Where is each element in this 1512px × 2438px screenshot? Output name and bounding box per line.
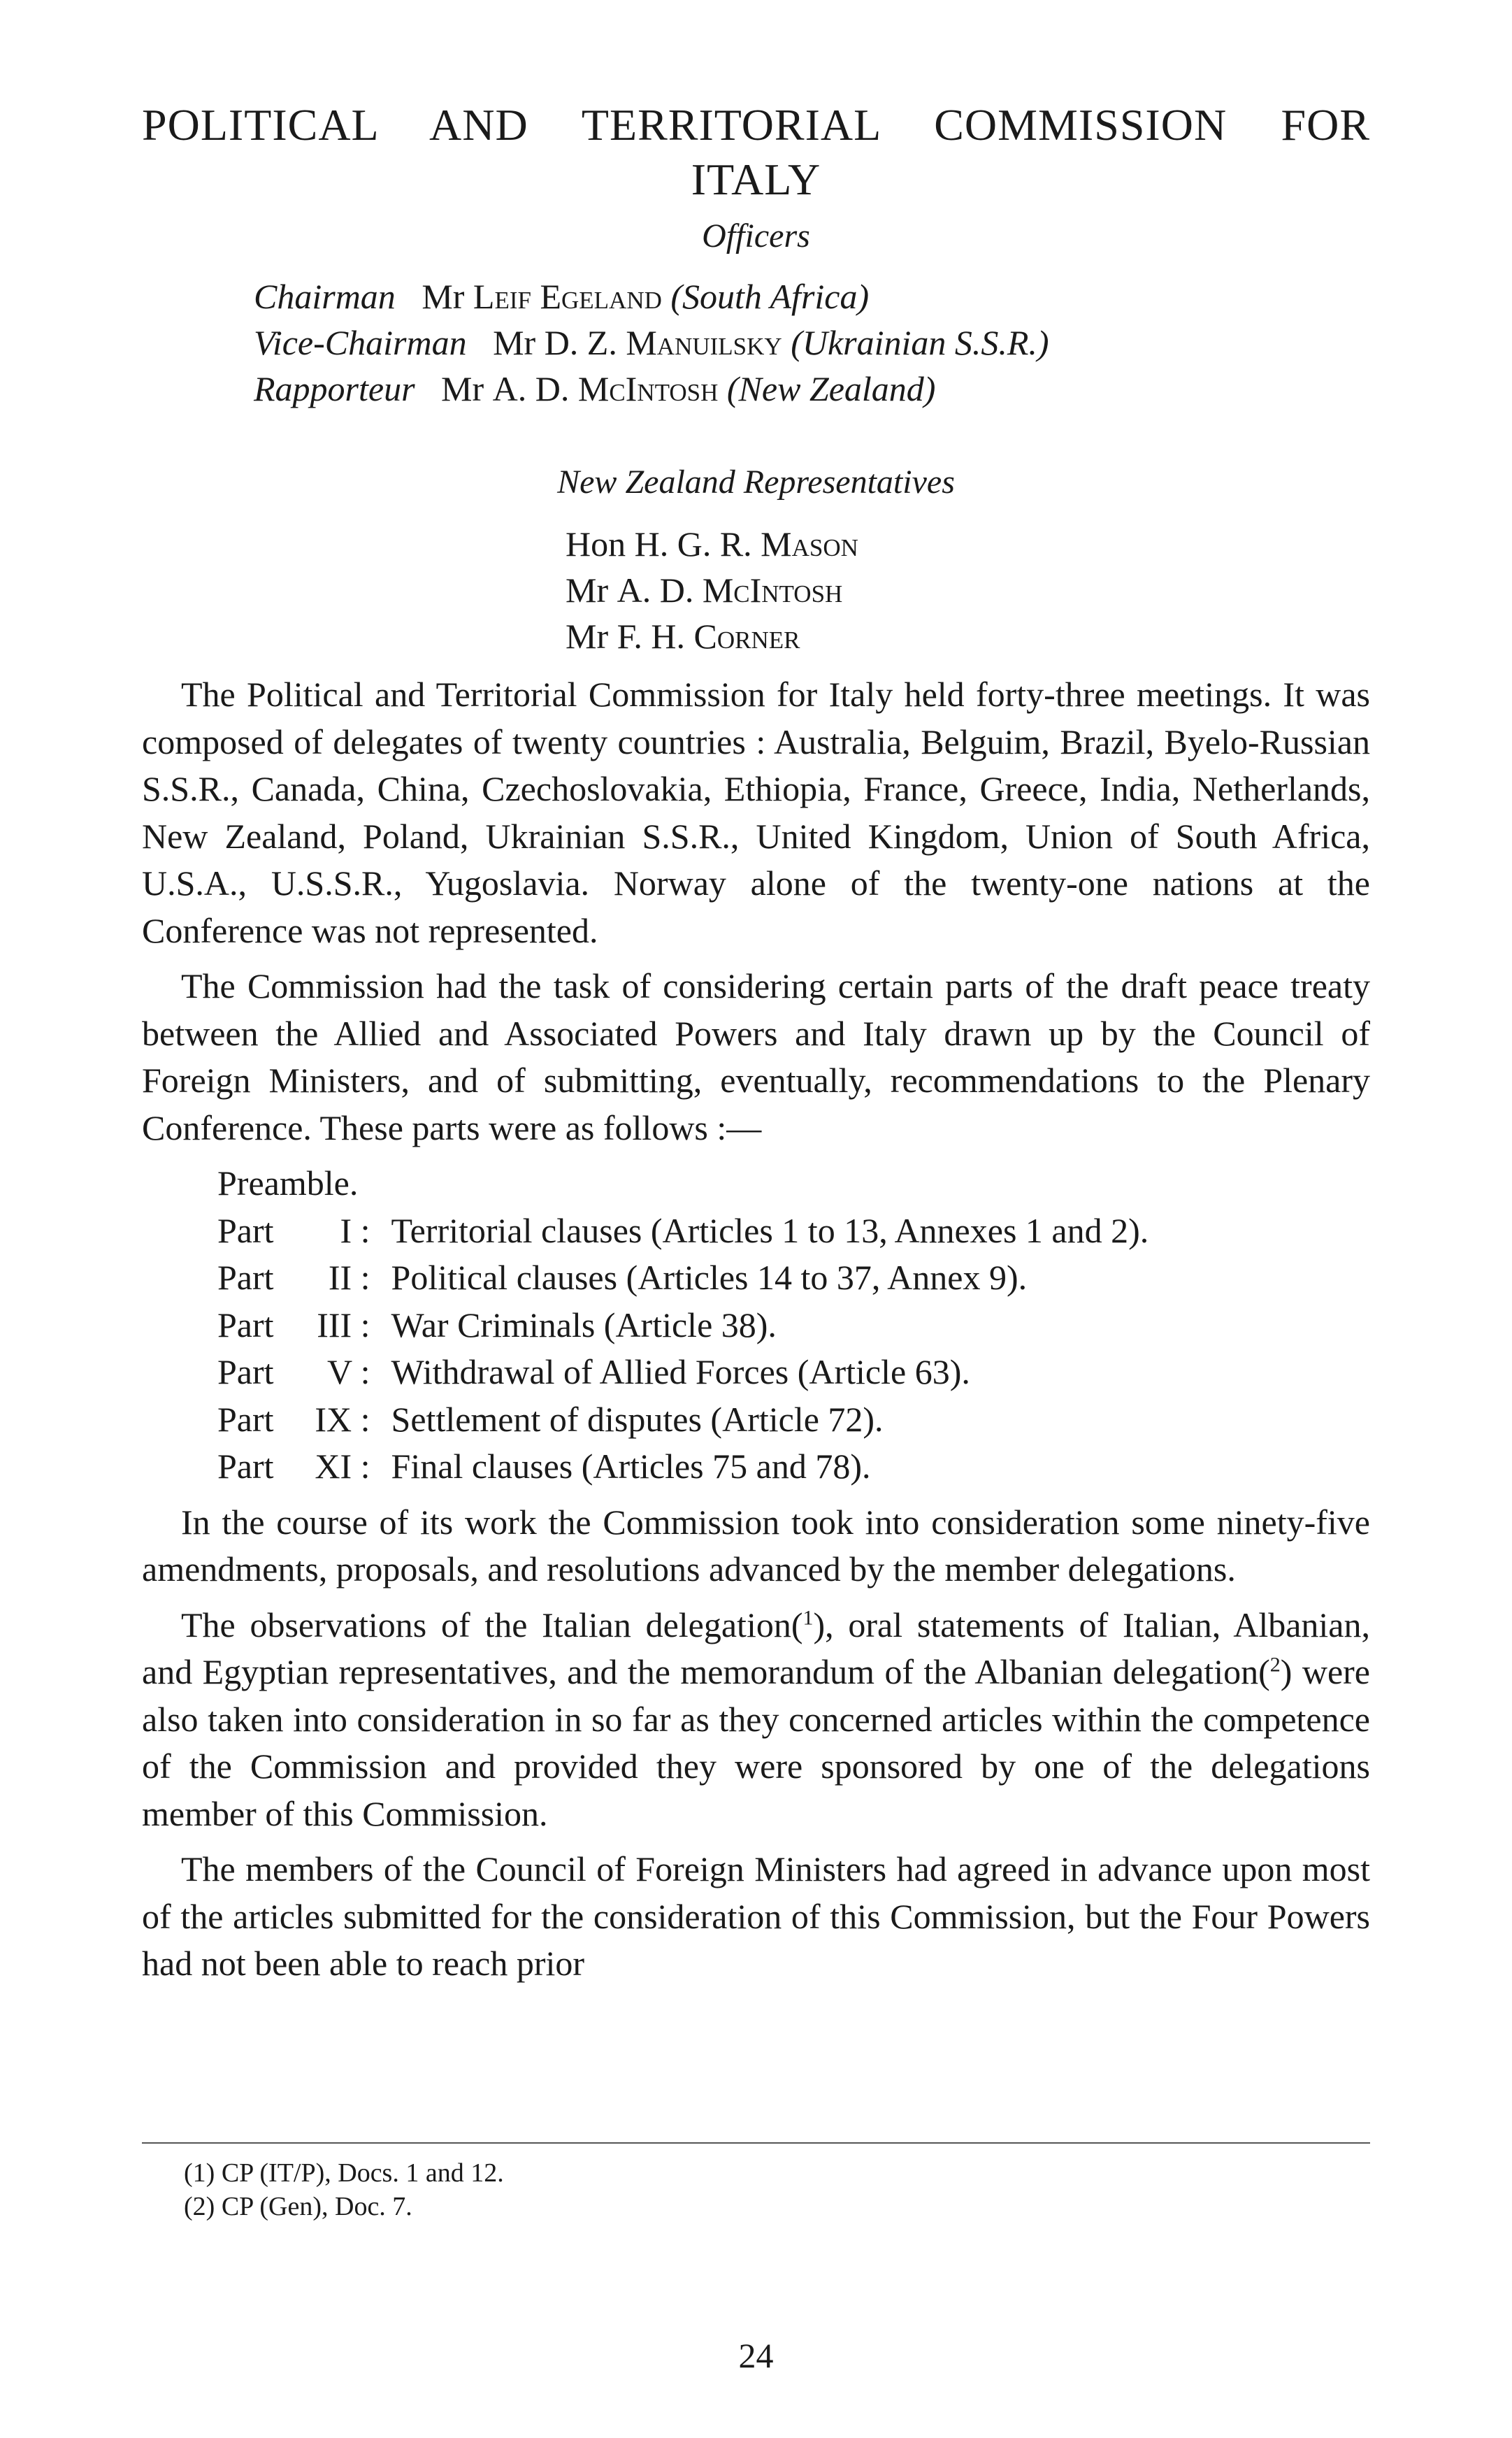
- part-description: Final clauses (Articles 75 and 78).: [391, 1447, 871, 1486]
- page-number: 24: [738, 2336, 774, 2375]
- representative-item: [566, 522, 858, 566]
- officer-rapporteur: [254, 366, 935, 411]
- officer-prefix: Mr: [422, 277, 465, 316]
- treaty-part-row: [217, 1396, 1370, 1444]
- officer-country: (South Africa): [670, 277, 870, 316]
- observations-text-c: ) were also taken into consideration in so far as they concerned articles within the competence of the Commission and provided they were sponsored by one of the delegations member of this Commission.: [142, 1652, 1370, 1833]
- representative-prefix: Hon: [566, 524, 626, 564]
- part-number: I :: [340, 1210, 370, 1250]
- part-label: Part: [217, 1399, 274, 1439]
- page-title: [142, 98, 1370, 207]
- officer-vice-chairman: [254, 320, 1049, 365]
- part-label: Part: [217, 1352, 274, 1391]
- representative-prefix: Mr: [566, 571, 609, 610]
- footnote-text: CP (IT/P), Docs. 1 and 12.: [221, 2158, 504, 2188]
- treaty-part-row: [217, 1207, 1370, 1255]
- representative-item: [566, 614, 800, 659]
- paragraph-council: The members of the Council of Foreign Ministers had agreed in advance upon most of the articles submitted for the consideration of this Commission, but the Four Powers had not been able to reach prior: [142, 1849, 1370, 1983]
- part-number: XI :: [315, 1447, 370, 1486]
- part-label: Part: [217, 1305, 274, 1345]
- representative-name: H. G. R. Mason: [634, 524, 858, 564]
- treaty-part-row: [217, 1349, 1370, 1396]
- officer-role: Vice-Chairman: [254, 323, 467, 362]
- part-description: Settlement of disputes (Article 72).: [391, 1399, 884, 1439]
- part-label: Part: [217, 1447, 274, 1486]
- footnote-ref-1: 1: [802, 1605, 814, 1629]
- part-description: Withdrawal of Allied Forces (Article 63).: [391, 1352, 970, 1391]
- representative-prefix: Mr: [566, 617, 609, 656]
- part-number: II :: [328, 1258, 370, 1297]
- representative-name: F. H. Corner: [617, 617, 800, 656]
- paragraph-composition: The Political and Territorial Commission for Italy held forty-three meetings. It was composed of delegates of twenty countries : Australia, Belguim, Brazil, Byelo-Russian S.S.R., Canada, China, Czechoslovakia, Ethiopia, France, Greece, India, Netherlands, New Zealand, Poland, Ukrainian S.S.R., United Kingdom, Union of South Africa, U.S.A., U.S.S.R., Yugoslavia. Norway alone of the twenty-one nations at the Conference was not represented.: [142, 675, 1370, 950]
- officer-country: (Ukrainian S.S.R.): [791, 323, 1049, 362]
- footnote-ref-2: 2: [1269, 1653, 1281, 1677]
- officer-chairman: [254, 274, 869, 319]
- footnotes: [184, 2156, 504, 2223]
- part-number: III :: [317, 1305, 370, 1345]
- title-line-2: ITALY: [691, 155, 821, 204]
- officer-role: Chairman: [254, 277, 396, 316]
- officer-name: D. Z. Manuilsky: [544, 323, 782, 362]
- document-page: [142, 0, 1370, 2438]
- observations-text-b: ), oral statements of Italian, Albanian, and Egyptian representatives, and the memorandum of the Albanian delegation(: [142, 1605, 1370, 1691]
- treaty-part-row: [217, 1302, 1370, 1349]
- footnote-mark: (1): [184, 2158, 215, 2188]
- officer-prefix: Mr: [493, 323, 536, 362]
- treaty-parts-list: [142, 1160, 1370, 1491]
- preamble-item: Preamble.: [217, 1163, 359, 1203]
- officer-name: Leif Egeland: [473, 277, 662, 316]
- footnote-text: CP (Gen), Doc. 7.: [221, 2192, 412, 2221]
- representative-item: [566, 568, 842, 612]
- part-number: IX :: [315, 1399, 370, 1439]
- representative-name: A. D. McIntosh: [617, 571, 843, 610]
- body-text: [142, 671, 1370, 1996]
- footnote-item: [184, 2190, 504, 2223]
- officer-role: Rapporteur: [254, 369, 415, 408]
- officer-prefix: Mr: [441, 369, 484, 408]
- officer-name: A. D. McIntosh: [492, 369, 719, 408]
- paragraph-task: The Commission had the task of considering certain parts of the draft peace treaty between the Allied and Associated Powers and Italy drawn up by the Council of Foreign Ministers, and of submitting, eventually, recommendations to the Plenary Conference. These parts were as follows :—: [142, 966, 1370, 1147]
- part-label: Part: [217, 1210, 274, 1250]
- part-number: V :: [326, 1352, 370, 1391]
- part-description: Political clauses (Articles 14 to 37, Annex 9).: [391, 1258, 1028, 1297]
- treaty-part-row: [217, 1443, 1370, 1491]
- representatives-heading: New Zealand Representatives: [557, 464, 955, 501]
- part-description: War Criminals (Article 38).: [391, 1305, 777, 1345]
- title-line-1: POLITICAL AND TERRITORIAL COMMISSION FOR: [142, 100, 1370, 150]
- officers-heading: Officers: [702, 217, 810, 254]
- footnote-divider: [142, 2142, 1370, 2144]
- part-description: Territorial clauses (Articles 1 to 13, Annexes 1 and 2).: [391, 1210, 1149, 1250]
- paragraph-observations: [142, 1602, 1370, 1838]
- part-label: Part: [217, 1258, 274, 1297]
- footnote-item: [184, 2156, 504, 2190]
- treaty-part-row: [217, 1254, 1370, 1302]
- officer-country: (New Zealand): [726, 369, 936, 408]
- observations-text-a: The observations of the Italian delegation(: [181, 1605, 803, 1644]
- footnote-mark: (2): [184, 2192, 215, 2221]
- paragraph-amendments: In the course of its work the Commission took into consideration some ninety-five amendments, proposals, and resolutions advanced by the member delegations.: [142, 1502, 1370, 1589]
